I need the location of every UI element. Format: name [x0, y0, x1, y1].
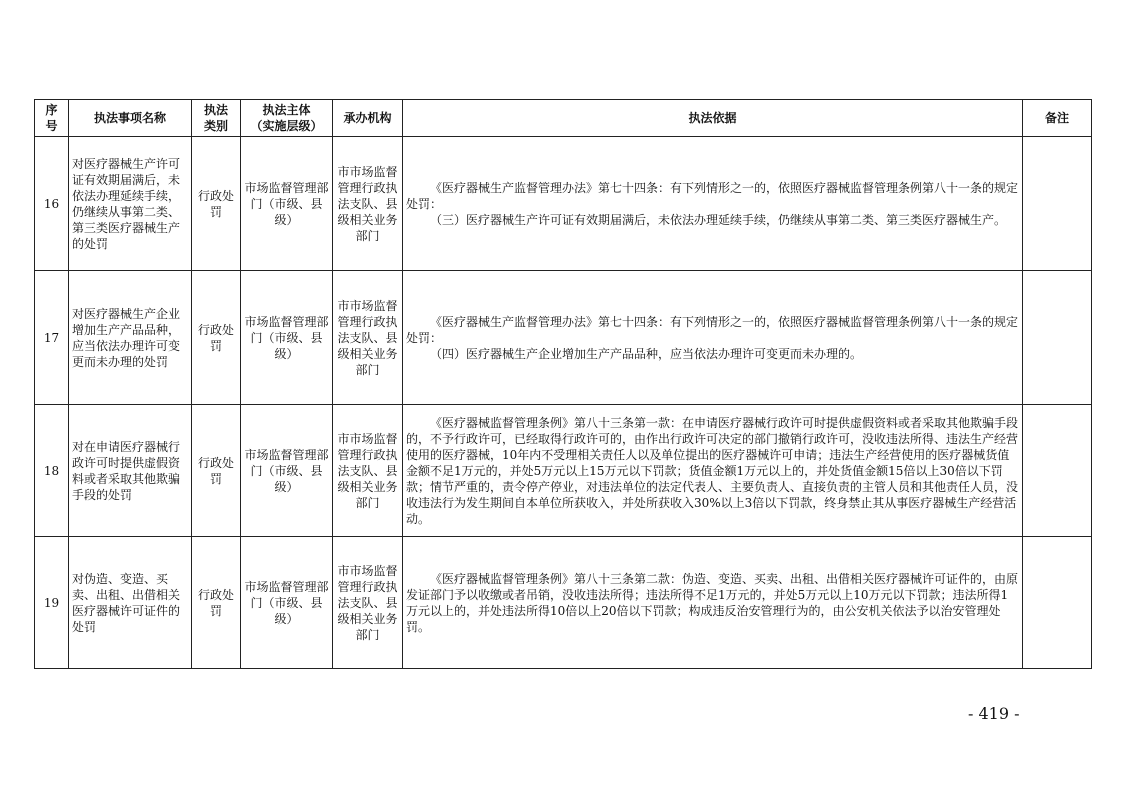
basis-paragraph: （四）医疗器械生产企业增加生产产品品种，应当依法办理许可变更而未办理的。	[430, 346, 863, 361]
header-basis: 执法依据	[403, 100, 1023, 137]
handling-org: 市市场监督管理行政执法支队、县级相关业务部门	[333, 137, 403, 271]
enforcement-body: 市场监督管理部门（市级、县级）	[241, 271, 333, 405]
table-row	[35, 137, 1092, 271]
handling-org: 市市场监督管理行政执法支队、县级相关业务部门	[333, 537, 403, 669]
item-name: 对伪造、变造、买卖、出租、出借相关医疗器械许可证件的处罚	[69, 537, 192, 669]
enforcement-category: 行政处罚	[192, 405, 241, 537]
header-body: 执法主体 （实施层级）	[241, 100, 333, 137]
table-row	[35, 271, 1092, 405]
item-name: 对医疗器械生产许可证有效期届满后，未依法办理延续手续，仍继续从事第二类、第三类医疗器械生产的处罚	[69, 137, 192, 271]
header-name: 执法事项名称	[69, 100, 192, 137]
table-row	[35, 405, 1092, 537]
legal-basis	[403, 537, 1023, 669]
enforcement-body: 市场监督管理部门（市级、县级）	[241, 405, 333, 537]
basis-paragraph: （三）医疗器械生产许可证有效期届满后，未依法办理延续手续，仍继续从事第二类、第三类医疗器械生产。	[430, 212, 1007, 227]
basis-paragraph: 《医疗器械监督管理条例》第八十三条第二款：伪造、变造、买卖、出租、出借相关医疗器械许可证件的，由原发证部门予以收缴或者吊销，没收违法所得；违法所得不足1万元的，并处5万元以上10万元以下罚款；违法所得1万元以上的，并处违法所得10倍以上20倍以下罚款；构成违反治安管理行为的，由公安机关依法予以治安管理处罚。	[406, 571, 1019, 634]
note-cell	[1023, 537, 1092, 669]
handling-org: 市市场监督管理行政执法支队、县级相关业务部门	[333, 271, 403, 405]
basis-paragraph: 《医疗器械生产监督管理办法》第七十四条：有下列情形之一的，依照医疗器械监督管理条例第八十一条的规定处罚：	[406, 314, 1019, 345]
legal-basis	[403, 405, 1023, 537]
row-number: 19	[35, 537, 69, 669]
enforcement-table	[34, 99, 1092, 669]
basis-paragraph: 《医疗器械生产监督管理办法》第七十四条：有下列情形之一的，依照医疗器械监督管理条例第八十一条的规定处罚：	[406, 180, 1019, 211]
header-category: 执法 类别	[192, 100, 241, 137]
note-cell	[1023, 271, 1092, 405]
legal-basis	[403, 271, 1023, 405]
enforcement-body: 市场监督管理部门（市级、县级）	[241, 137, 333, 271]
table-header-row	[35, 100, 1092, 137]
note-cell	[1023, 405, 1092, 537]
header-note: 备注	[1023, 100, 1092, 137]
enforcement-body: 市场监督管理部门（市级、县级）	[241, 537, 333, 669]
row-number: 18	[35, 405, 69, 537]
enforcement-category: 行政处罚	[192, 271, 241, 405]
enforcement-category: 行政处罚	[192, 537, 241, 669]
enforcement-category: 行政处罚	[192, 137, 241, 271]
note-cell	[1023, 137, 1092, 271]
table-row	[35, 537, 1092, 669]
item-name: 对在申请医疗器械行政许可时提供虚假资料或者采取其他欺骗手段的处罚	[69, 405, 192, 537]
row-number: 16	[35, 137, 69, 271]
header-org: 承办机构	[333, 100, 403, 137]
handling-org: 市市场监督管理行政执法支队、县级相关业务部门	[333, 405, 403, 537]
basis-paragraph: 《医疗器械监督管理条例》第八十三条第一款：在申请医疗器械行政许可时提供虚假资料或者采取其他欺骗手段的，不予行政许可，已经取得行政许可的，由作出行政许可决定的部门撤销行政许可，没收违法所得、违法生产经营使用的医疗器械，10年内不受理相关责任人以及单位提出的医疗器械许可申请；违法生产经营使用的医疗器械货值金额不足1万元的，并处5万元以上15万元以下罚款；货值金额1万元以上的，并处货值金额15倍以上30倍以下罚款；情节严重的，责令停产停业，对违法单位的法定代表人、主要负责人、直接负责的主管人员和其他责任人员，没收违法行为发生期间自本单位所获收入，并处所获收入30%以上3倍以下罚款，终身禁止其从事医疗器械生产经营活动。	[406, 415, 1019, 526]
row-number: 17	[35, 271, 69, 405]
header-no: 序 号	[35, 100, 69, 137]
item-name: 对医疗器械生产企业增加生产产品品种，应当依法办理许可变更而未办理的处罚	[69, 271, 192, 405]
legal-basis	[403, 137, 1023, 271]
page-number: - 419 -	[968, 704, 1020, 723]
